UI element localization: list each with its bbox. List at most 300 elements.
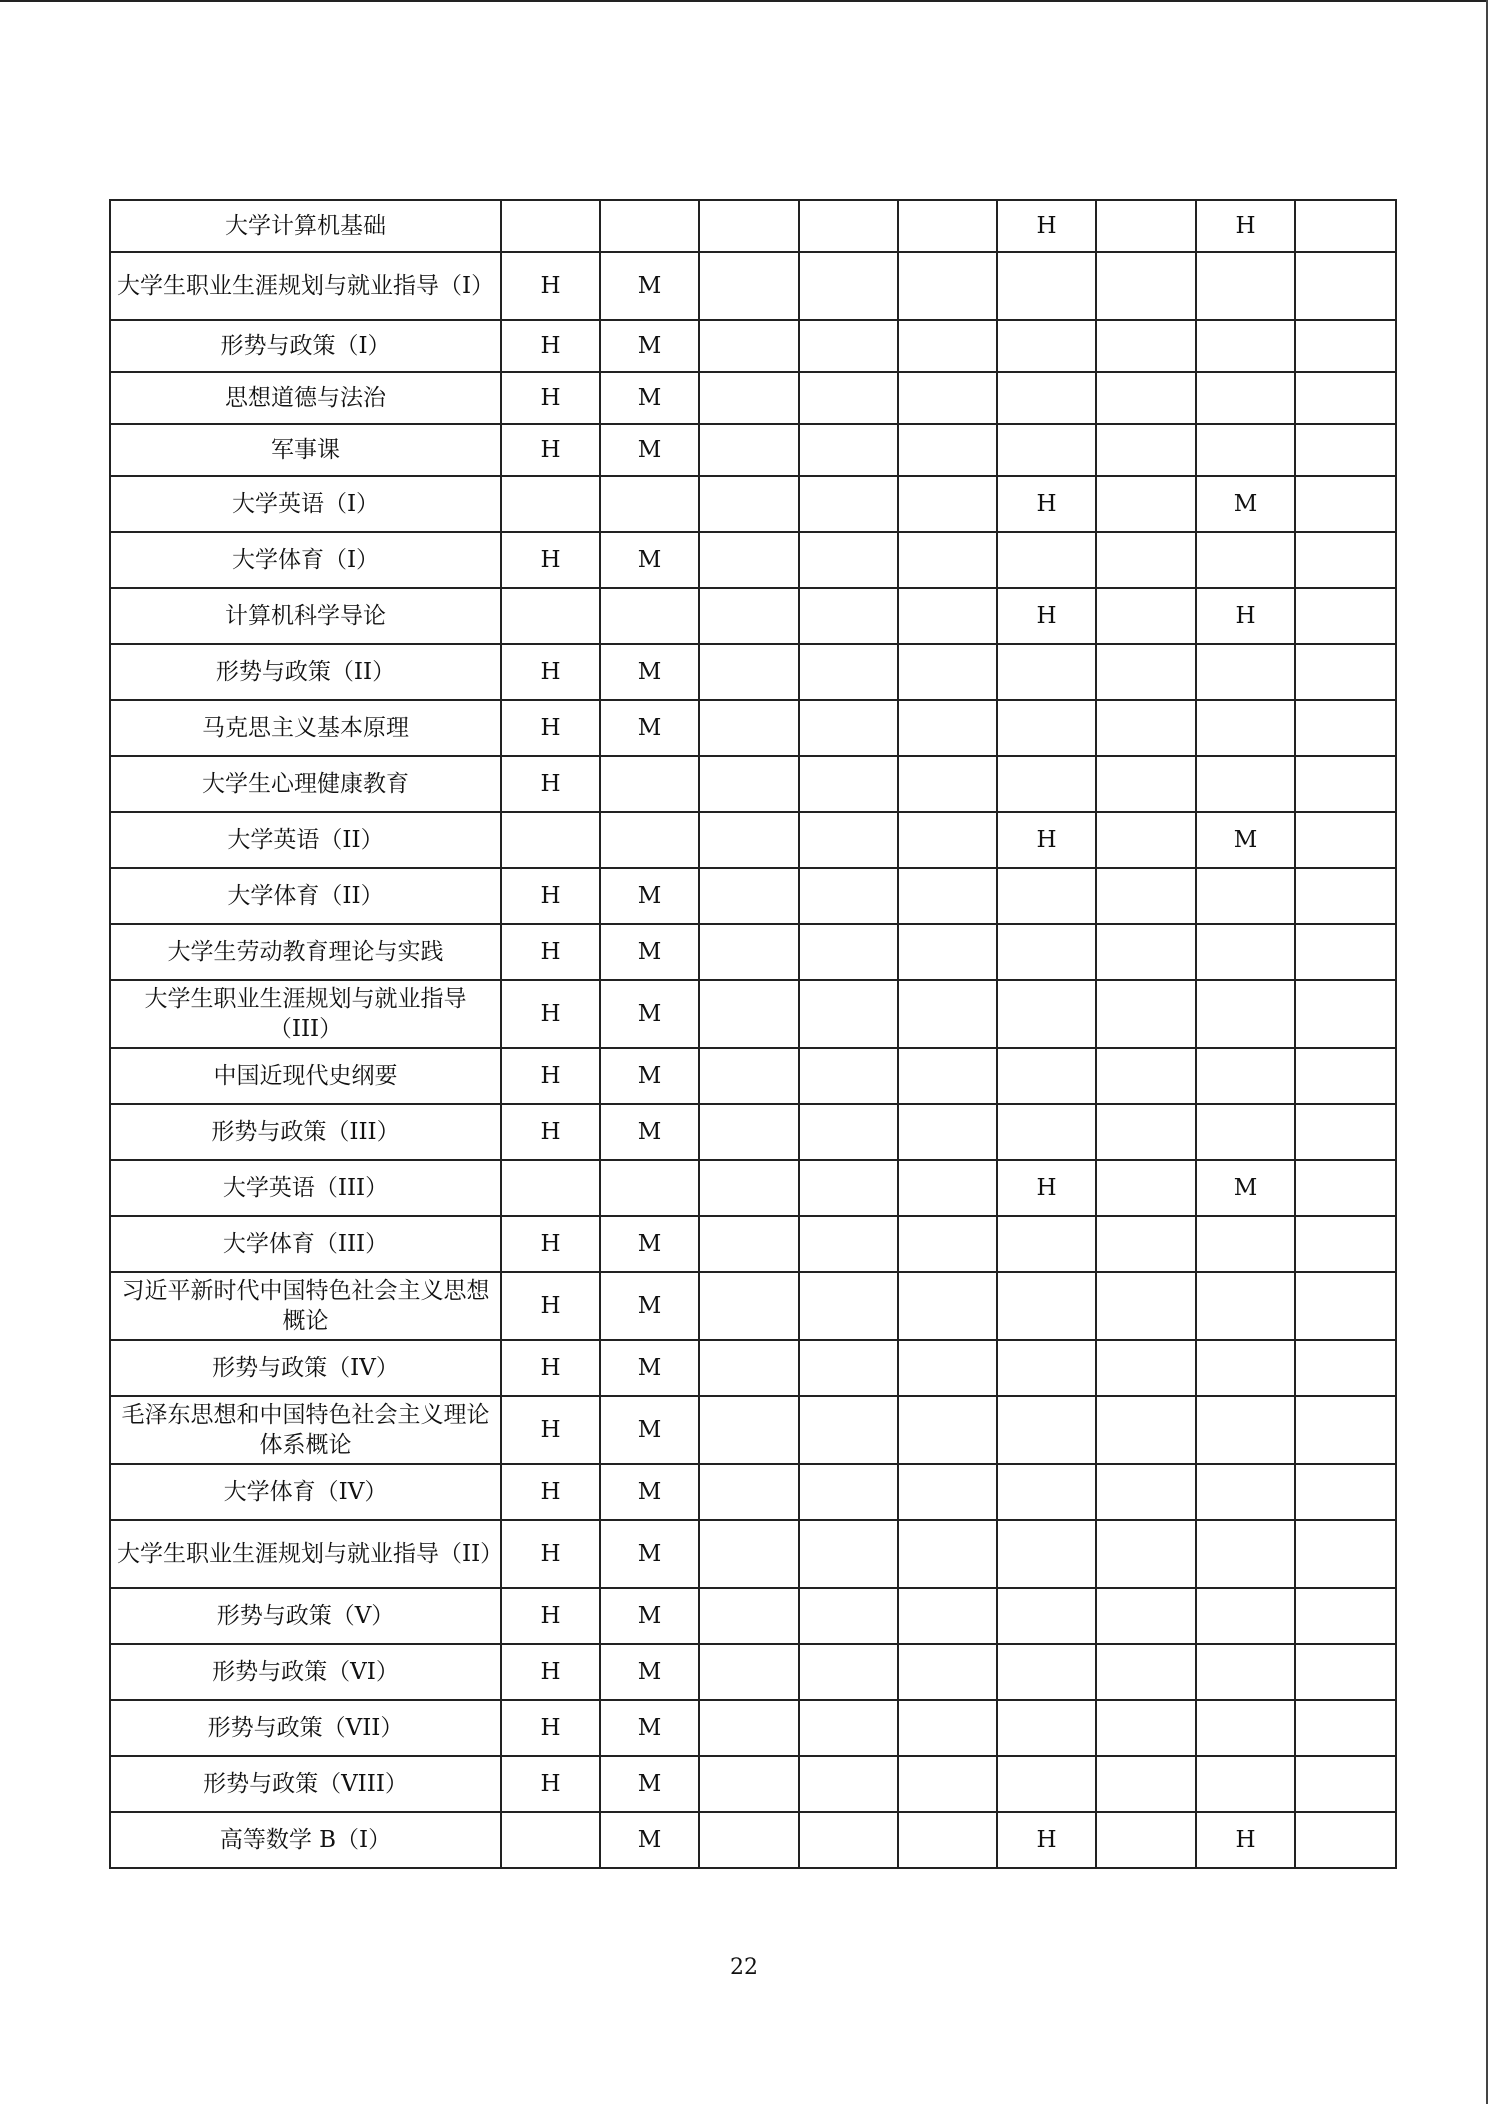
mark-cell: H xyxy=(997,476,1096,532)
table-row xyxy=(110,320,1396,372)
mark-cell xyxy=(997,320,1096,372)
table-row xyxy=(110,252,1396,320)
mark-cell xyxy=(699,924,799,980)
mark-cell xyxy=(898,868,997,924)
mark-cell xyxy=(699,980,799,1048)
mark-cell: M xyxy=(600,1464,699,1520)
mark-cell xyxy=(1295,1700,1396,1756)
mark-cell: M xyxy=(600,320,699,372)
mark-cell xyxy=(699,1048,799,1104)
mark-cell xyxy=(997,924,1096,980)
mark-cell xyxy=(799,1588,898,1644)
mark-cell xyxy=(799,924,898,980)
course-name-cell: 大学体育（II） xyxy=(110,868,501,924)
mark-cell xyxy=(898,1588,997,1644)
mark-cell xyxy=(1096,588,1196,644)
mark-cell xyxy=(1295,1160,1396,1216)
mark-cell xyxy=(898,476,997,532)
mark-cell xyxy=(600,1160,699,1216)
mark-cell: H xyxy=(501,1520,600,1588)
table-row xyxy=(110,200,1396,252)
mark-cell xyxy=(1295,1048,1396,1104)
mark-cell xyxy=(799,1104,898,1160)
mark-cell: H xyxy=(501,320,600,372)
mark-cell xyxy=(1196,924,1295,980)
mark-cell xyxy=(1096,1588,1196,1644)
mark-cell xyxy=(799,372,898,424)
mark-cell: M xyxy=(600,1812,699,1868)
mark-cell xyxy=(1295,1520,1396,1588)
mark-cell xyxy=(898,588,997,644)
mark-cell xyxy=(699,532,799,588)
mark-cell xyxy=(997,1520,1096,1588)
mark-cell xyxy=(1196,1520,1295,1588)
mark-cell xyxy=(898,1160,997,1216)
mark-cell: H xyxy=(501,1340,600,1396)
mark-cell: M xyxy=(600,424,699,476)
mark-cell xyxy=(501,476,600,532)
mark-cell xyxy=(501,1812,600,1868)
mark-cell xyxy=(898,1272,997,1340)
mark-cell xyxy=(898,1812,997,1868)
mark-cell xyxy=(1096,812,1196,868)
mark-cell xyxy=(799,756,898,812)
mark-cell xyxy=(1196,700,1295,756)
mark-cell xyxy=(1196,1272,1295,1340)
mark-cell xyxy=(799,1216,898,1272)
mark-cell: H xyxy=(501,756,600,812)
course-name-cell: 大学英语（I） xyxy=(110,476,501,532)
mark-cell xyxy=(699,588,799,644)
mark-cell xyxy=(1096,1340,1196,1396)
mark-cell xyxy=(1096,868,1196,924)
mark-cell xyxy=(997,1272,1096,1340)
mark-cell xyxy=(799,980,898,1048)
mark-cell xyxy=(997,980,1096,1048)
mark-cell xyxy=(1295,700,1396,756)
mark-cell xyxy=(1295,1104,1396,1160)
mark-cell xyxy=(898,756,997,812)
mark-cell xyxy=(799,1756,898,1812)
mark-cell xyxy=(1295,1588,1396,1644)
mark-cell xyxy=(1096,1396,1196,1464)
mark-cell xyxy=(1295,476,1396,532)
table-row xyxy=(110,1756,1396,1812)
mark-cell xyxy=(1096,644,1196,700)
mark-cell: H xyxy=(501,1104,600,1160)
matrix-body xyxy=(110,200,1396,1868)
mark-cell xyxy=(699,1272,799,1340)
mark-cell: M xyxy=(600,924,699,980)
mark-cell: H xyxy=(1196,588,1295,644)
mark-cell xyxy=(699,644,799,700)
course-name-cell: 大学生职业生涯规划与就业指导（III） xyxy=(110,980,501,1048)
mark-cell xyxy=(699,1812,799,1868)
mark-cell xyxy=(898,700,997,756)
mark-cell xyxy=(699,756,799,812)
table-row xyxy=(110,1396,1396,1464)
mark-cell xyxy=(699,812,799,868)
course-requirement-matrix xyxy=(109,199,1397,1869)
page-number: 22 xyxy=(730,1955,758,1980)
mark-cell: H xyxy=(501,532,600,588)
mark-cell xyxy=(898,1756,997,1812)
mark-cell xyxy=(501,200,600,252)
mark-cell xyxy=(799,1272,898,1340)
mark-cell: M xyxy=(600,644,699,700)
mark-cell: H xyxy=(501,1048,600,1104)
mark-cell xyxy=(699,476,799,532)
mark-cell xyxy=(699,1756,799,1812)
mark-cell xyxy=(1096,924,1196,980)
mark-cell xyxy=(600,588,699,644)
mark-cell xyxy=(1295,372,1396,424)
mark-cell xyxy=(1096,372,1196,424)
mark-cell xyxy=(600,200,699,252)
mark-cell: H xyxy=(501,1396,600,1464)
table-row xyxy=(110,1104,1396,1160)
table-row xyxy=(110,924,1396,980)
course-name-cell: 大学英语（III） xyxy=(110,1160,501,1216)
mark-cell xyxy=(1096,200,1196,252)
mark-cell xyxy=(699,1644,799,1700)
mark-cell xyxy=(1295,1216,1396,1272)
mark-cell xyxy=(997,1756,1096,1812)
mark-cell: H xyxy=(1196,200,1295,252)
mark-cell xyxy=(1096,1644,1196,1700)
table-row xyxy=(110,1588,1396,1644)
table-row xyxy=(110,1700,1396,1756)
mark-cell xyxy=(699,1700,799,1756)
mark-cell xyxy=(501,812,600,868)
mark-cell xyxy=(997,1048,1096,1104)
mark-cell: H xyxy=(501,1644,600,1700)
table-row xyxy=(110,1644,1396,1700)
mark-cell: H xyxy=(501,372,600,424)
mark-cell xyxy=(898,1048,997,1104)
mark-cell: M xyxy=(600,1644,699,1700)
mark-cell: M xyxy=(600,372,699,424)
mark-cell: H xyxy=(501,424,600,476)
mark-cell: M xyxy=(600,868,699,924)
course-name-cell: 大学生职业生涯规划与就业指导（I） xyxy=(110,252,501,320)
mark-cell xyxy=(501,588,600,644)
course-name-cell: 军事课 xyxy=(110,424,501,476)
mark-cell xyxy=(799,1812,898,1868)
mark-cell xyxy=(799,1396,898,1464)
mark-cell xyxy=(1295,756,1396,812)
mark-cell xyxy=(699,700,799,756)
mark-cell xyxy=(898,372,997,424)
table-row xyxy=(110,1216,1396,1272)
table-row xyxy=(110,1812,1396,1868)
mark-cell xyxy=(1295,924,1396,980)
mark-cell: H xyxy=(997,200,1096,252)
mark-cell xyxy=(1295,252,1396,320)
mark-cell xyxy=(1196,756,1295,812)
mark-cell xyxy=(699,200,799,252)
course-name-cell: 大学英语（II） xyxy=(110,812,501,868)
mark-cell xyxy=(1096,1216,1196,1272)
mark-cell xyxy=(1295,1812,1396,1868)
mark-cell xyxy=(997,756,1096,812)
mark-cell xyxy=(799,1048,898,1104)
mark-cell xyxy=(1096,1464,1196,1520)
course-name-cell: 形势与政策（VI） xyxy=(110,1644,501,1700)
course-name-cell: 习近平新时代中国特色社会主义思想概论 xyxy=(110,1272,501,1340)
table-row xyxy=(110,1160,1396,1216)
mark-cell: M xyxy=(600,252,699,320)
course-name-cell: 大学生心理健康教育 xyxy=(110,756,501,812)
mark-cell: M xyxy=(600,1104,699,1160)
course-name-cell: 计算机科学导论 xyxy=(110,588,501,644)
mark-cell: M xyxy=(600,980,699,1048)
mark-cell xyxy=(799,200,898,252)
mark-cell: H xyxy=(997,1812,1096,1868)
mark-cell xyxy=(1096,1104,1196,1160)
mark-cell xyxy=(1295,424,1396,476)
mark-cell xyxy=(1096,424,1196,476)
mark-cell: M xyxy=(600,532,699,588)
mark-cell xyxy=(1196,1104,1295,1160)
mark-cell xyxy=(997,1700,1096,1756)
mark-cell: H xyxy=(997,1160,1096,1216)
mark-cell xyxy=(1196,424,1295,476)
course-name-cell: 毛泽东思想和中国特色社会主义理论体系概论 xyxy=(110,1396,501,1464)
mark-cell xyxy=(997,1396,1096,1464)
mark-cell xyxy=(799,1340,898,1396)
mark-cell xyxy=(799,476,898,532)
mark-cell: H xyxy=(997,812,1096,868)
mark-cell: H xyxy=(997,588,1096,644)
mark-cell xyxy=(1096,1520,1196,1588)
mark-cell xyxy=(1295,1464,1396,1520)
mark-cell xyxy=(799,812,898,868)
mark-cell xyxy=(1196,868,1295,924)
mark-cell: M xyxy=(600,1340,699,1396)
mark-cell: H xyxy=(501,1216,600,1272)
table-row xyxy=(110,644,1396,700)
mark-cell: H xyxy=(501,1464,600,1520)
mark-cell xyxy=(1295,1756,1396,1812)
mark-cell xyxy=(1096,252,1196,320)
mark-cell: H xyxy=(1196,1812,1295,1868)
table-row xyxy=(110,868,1396,924)
mark-cell xyxy=(997,532,1096,588)
mark-cell xyxy=(600,812,699,868)
mark-cell xyxy=(898,200,997,252)
mark-cell: M xyxy=(1196,1160,1295,1216)
mark-cell: M xyxy=(600,700,699,756)
mark-cell: M xyxy=(1196,812,1295,868)
table-row xyxy=(110,476,1396,532)
mark-cell xyxy=(799,532,898,588)
table-row xyxy=(110,756,1396,812)
mark-cell xyxy=(1096,532,1196,588)
mark-cell: H xyxy=(501,1272,600,1340)
mark-cell xyxy=(898,1700,997,1756)
mark-cell xyxy=(898,532,997,588)
mark-cell xyxy=(1196,320,1295,372)
mark-cell xyxy=(1196,1048,1295,1104)
mark-cell xyxy=(898,812,997,868)
course-name-cell: 形势与政策（V） xyxy=(110,1588,501,1644)
mark-cell xyxy=(898,1104,997,1160)
mark-cell xyxy=(997,868,1096,924)
mark-cell xyxy=(799,644,898,700)
mark-cell xyxy=(997,1644,1096,1700)
mark-cell xyxy=(699,1588,799,1644)
mark-cell xyxy=(1196,1340,1295,1396)
course-name-cell: 形势与政策（VIII） xyxy=(110,1756,501,1812)
mark-cell: H xyxy=(501,924,600,980)
mark-cell xyxy=(997,252,1096,320)
mark-cell: M xyxy=(600,1048,699,1104)
mark-cell xyxy=(1295,1644,1396,1700)
course-name-cell: 大学计算机基础 xyxy=(110,200,501,252)
mark-cell xyxy=(898,1520,997,1588)
mark-cell xyxy=(1196,252,1295,320)
table-row xyxy=(110,1272,1396,1340)
mark-cell xyxy=(799,252,898,320)
mark-cell xyxy=(1295,320,1396,372)
mark-cell xyxy=(1096,980,1196,1048)
mark-cell xyxy=(699,1520,799,1588)
mark-cell xyxy=(1295,200,1396,252)
mark-cell xyxy=(1096,320,1196,372)
mark-cell: M xyxy=(600,1272,699,1340)
course-name-cell: 形势与政策（I） xyxy=(110,320,501,372)
course-name-cell: 形势与政策（IV） xyxy=(110,1340,501,1396)
mark-cell xyxy=(997,372,1096,424)
mark-cell xyxy=(1196,1756,1295,1812)
mark-cell xyxy=(997,644,1096,700)
table-row xyxy=(110,980,1396,1048)
mark-cell xyxy=(997,1588,1096,1644)
mark-cell xyxy=(1295,644,1396,700)
table-row xyxy=(110,1464,1396,1520)
mark-cell xyxy=(1196,1644,1295,1700)
mark-cell xyxy=(600,476,699,532)
mark-cell: M xyxy=(1196,476,1295,532)
mark-cell xyxy=(1295,868,1396,924)
page-top-border xyxy=(0,0,1488,2)
mark-cell xyxy=(799,1464,898,1520)
table-row xyxy=(110,588,1396,644)
mark-cell xyxy=(699,868,799,924)
mark-cell xyxy=(699,252,799,320)
mark-cell xyxy=(1096,756,1196,812)
course-name-cell: 中国近现代史纲要 xyxy=(110,1048,501,1104)
mark-cell xyxy=(699,1464,799,1520)
mark-cell xyxy=(501,1160,600,1216)
table-row xyxy=(110,812,1396,868)
mark-cell: H xyxy=(501,644,600,700)
course-name-cell: 高等数学 B（I） xyxy=(110,1812,501,1868)
mark-cell: H xyxy=(501,980,600,1048)
mark-cell xyxy=(699,1216,799,1272)
mark-cell: H xyxy=(501,1588,600,1644)
mark-cell xyxy=(799,588,898,644)
mark-cell xyxy=(1196,372,1295,424)
mark-cell xyxy=(699,320,799,372)
mark-cell: H xyxy=(501,1756,600,1812)
course-name-cell: 大学体育（IV） xyxy=(110,1464,501,1520)
mark-cell xyxy=(1295,532,1396,588)
mark-cell xyxy=(799,424,898,476)
mark-cell: M xyxy=(600,1700,699,1756)
mark-cell xyxy=(1096,1160,1196,1216)
mark-cell xyxy=(997,1216,1096,1272)
mark-cell xyxy=(799,700,898,756)
mark-cell xyxy=(898,1216,997,1272)
mark-cell xyxy=(1096,1272,1196,1340)
mark-cell xyxy=(799,1700,898,1756)
mark-cell: M xyxy=(600,1216,699,1272)
mark-cell: M xyxy=(600,1520,699,1588)
mark-cell xyxy=(997,700,1096,756)
mark-cell xyxy=(699,1396,799,1464)
mark-cell xyxy=(1196,1700,1295,1756)
mark-cell xyxy=(1096,1756,1196,1812)
mark-cell xyxy=(898,424,997,476)
mark-cell xyxy=(1196,980,1295,1048)
mark-cell xyxy=(1196,644,1295,700)
course-name-cell: 思想道德与法治 xyxy=(110,372,501,424)
table-row xyxy=(110,1048,1396,1104)
mark-cell xyxy=(898,320,997,372)
mark-cell xyxy=(600,756,699,812)
table-row xyxy=(110,532,1396,588)
course-name-cell: 大学体育（III） xyxy=(110,1216,501,1272)
mark-cell: H xyxy=(501,868,600,924)
mark-cell xyxy=(799,1644,898,1700)
mark-cell: H xyxy=(501,1700,600,1756)
mark-cell xyxy=(898,1464,997,1520)
mark-cell xyxy=(1096,700,1196,756)
course-name-cell: 马克思主义基本原理 xyxy=(110,700,501,756)
mark-cell xyxy=(1295,1272,1396,1340)
table-row xyxy=(110,700,1396,756)
mark-cell: H xyxy=(501,700,600,756)
mark-cell xyxy=(997,424,1096,476)
mark-cell xyxy=(699,1104,799,1160)
mark-cell xyxy=(898,644,997,700)
mark-cell xyxy=(1096,1700,1196,1756)
mark-cell xyxy=(799,868,898,924)
mark-cell xyxy=(898,1644,997,1700)
mark-cell xyxy=(1295,812,1396,868)
mark-cell: H xyxy=(501,252,600,320)
mark-cell xyxy=(997,1464,1096,1520)
mark-cell xyxy=(1196,1216,1295,1272)
course-name-cell: 大学体育（I） xyxy=(110,532,501,588)
mark-cell xyxy=(1196,1588,1295,1644)
mark-cell xyxy=(997,1340,1096,1396)
mark-cell xyxy=(1295,1396,1396,1464)
mark-cell xyxy=(898,1396,997,1464)
mark-cell xyxy=(898,1340,997,1396)
course-name-cell: 大学生劳动教育理论与实践 xyxy=(110,924,501,980)
mark-cell: M xyxy=(600,1396,699,1464)
mark-cell xyxy=(799,320,898,372)
table-row xyxy=(110,372,1396,424)
mark-cell xyxy=(699,1340,799,1396)
mark-cell xyxy=(799,1160,898,1216)
table-row xyxy=(110,424,1396,476)
mark-cell xyxy=(699,1160,799,1216)
course-name-cell: 形势与政策（VII） xyxy=(110,1700,501,1756)
